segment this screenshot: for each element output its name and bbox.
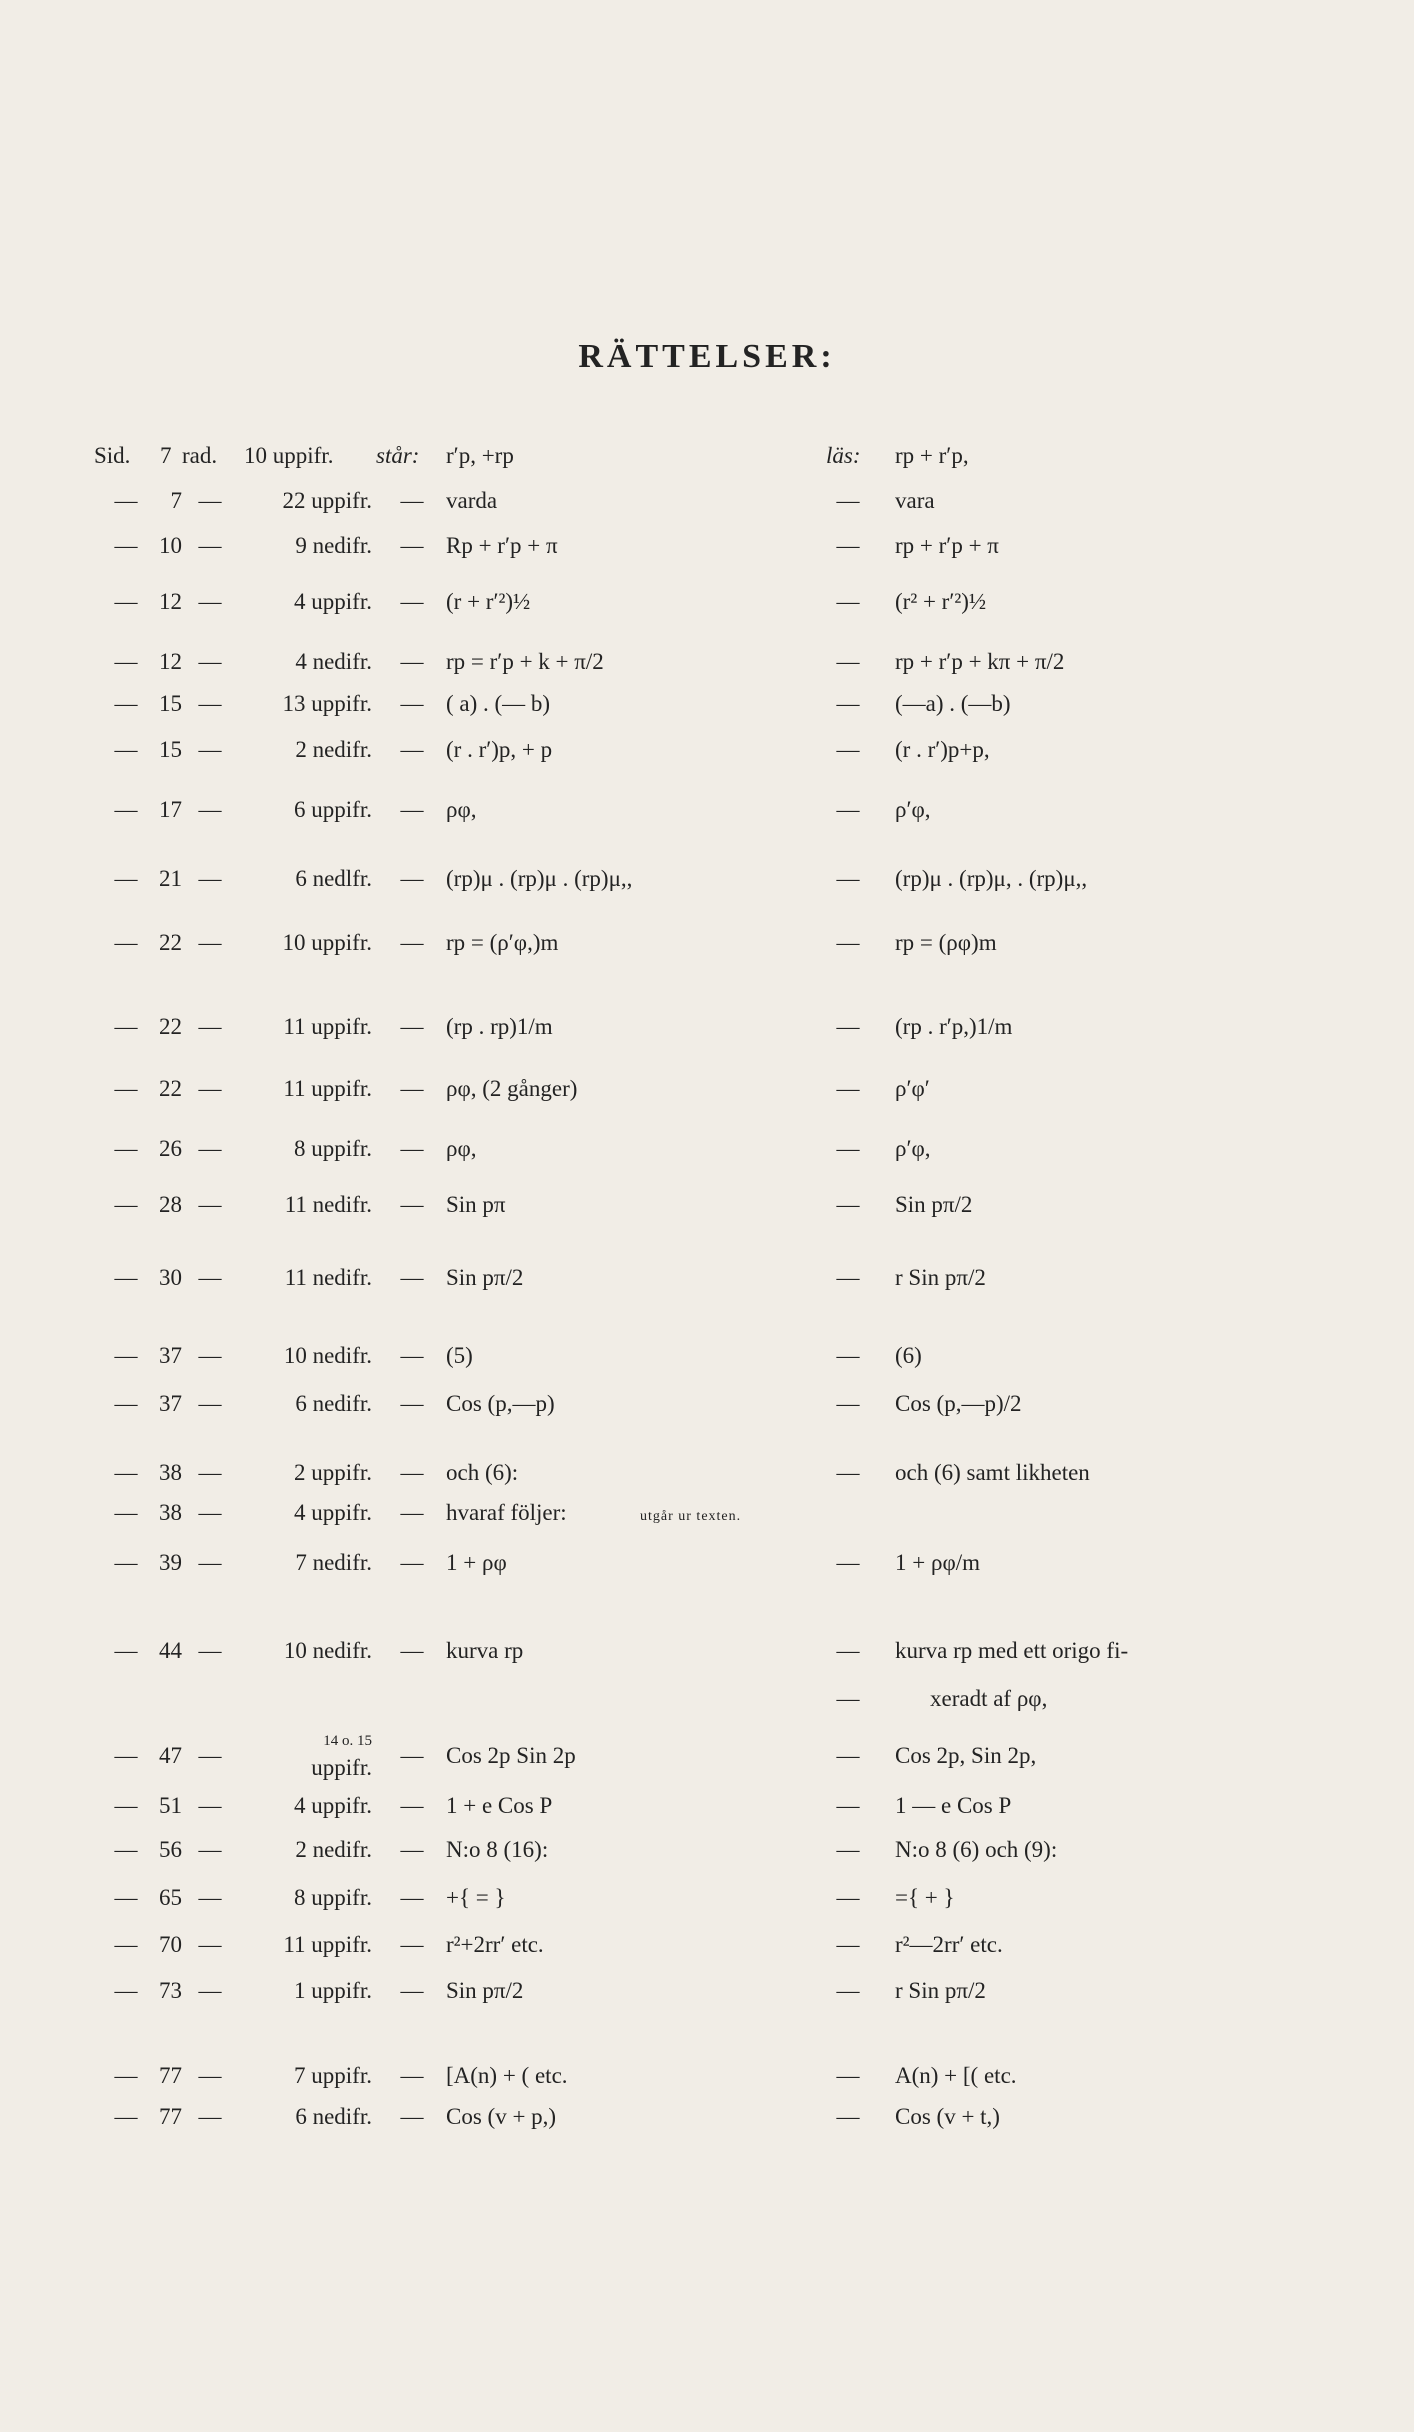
page-number: 12 — [159, 649, 182, 674]
dash: — — [114, 930, 138, 955]
dash: — — [114, 589, 138, 614]
dash: — — [400, 1136, 424, 1161]
dash: — — [198, 737, 222, 762]
wrong-text: ( a) . (— b) — [446, 691, 551, 716]
correction-row — [0, 1342, 1414, 1392]
dash: — — [198, 1500, 222, 1525]
line-location: 11 nedifr. — [284, 1192, 372, 1217]
dash: — — [836, 930, 860, 955]
dash: — — [400, 1638, 424, 1663]
right-text: A(n) + [( etc. — [895, 2063, 1017, 2088]
dash: — — [114, 737, 138, 762]
correction-row — [0, 532, 1414, 582]
line-location: 4 uppifr. — [294, 1500, 372, 1525]
dash: — — [114, 1837, 138, 1862]
right-text: N:o 8 (6) och (9): — [895, 1837, 1058, 1862]
dash: — — [198, 797, 222, 822]
page-number: 37 — [159, 1391, 182, 1416]
correction-row — [0, 1977, 1414, 2027]
right-text: (6) — [895, 1343, 922, 1368]
dash: — — [198, 930, 222, 955]
page-number: 22 — [159, 930, 182, 955]
wrong-text: och (6): — [446, 1460, 519, 1485]
dash: — — [114, 649, 138, 674]
dash: — — [198, 1265, 222, 1290]
wrong-text: ρφ, (2 gånger) — [446, 1076, 578, 1101]
dash: — — [198, 1391, 222, 1416]
wrong-text: r′p, +rp — [446, 443, 514, 468]
dash: — — [114, 1014, 138, 1039]
dash: — — [400, 2104, 424, 2129]
dash: — — [114, 1793, 138, 1818]
line-location: 14 o. 15 — [323, 1733, 372, 1749]
dash: — — [836, 488, 860, 513]
page-number: 10 — [159, 533, 182, 558]
wrong-text: Cos 2p Sin 2p — [446, 1743, 576, 1768]
page-number: 12 — [159, 589, 182, 614]
dash: — — [836, 691, 860, 716]
right-text: (—a) . (—b) — [895, 691, 1011, 716]
correction-row — [0, 929, 1414, 979]
wrong-text: (rp . rp)1/m — [446, 1014, 553, 1039]
dash: — — [198, 1460, 222, 1485]
right-text: och (6) samt likheten — [895, 1460, 1090, 1485]
wrong-text: 1 + ρφ — [446, 1550, 507, 1575]
dash: — — [836, 1391, 860, 1416]
dash: — — [198, 1136, 222, 1161]
dash: — — [400, 737, 424, 762]
line-location: 6 uppifr. — [294, 797, 372, 822]
line-location: 10 nedifr. — [283, 1343, 372, 1368]
page-number: 38 — [159, 1500, 182, 1525]
correction-row — [0, 1733, 1414, 1792]
correction-row — [0, 1836, 1414, 1886]
page-number: 56 — [159, 1837, 182, 1862]
correction-row — [0, 736, 1414, 786]
dash: — — [114, 1192, 138, 1217]
dash: — — [198, 1885, 222, 1910]
dash: — — [198, 2104, 222, 2129]
dash: — — [114, 866, 138, 891]
dash: — — [198, 1837, 222, 1862]
dash: — — [198, 1343, 222, 1368]
wrong-text: hvaraf följer: — [446, 1500, 567, 1525]
right-text: kurva rp med ett origo fi- — [895, 1638, 1129, 1663]
dash: — — [400, 1837, 424, 1862]
dash: — — [836, 797, 860, 822]
dash: — — [114, 1076, 138, 1101]
wrong-text: ρφ, — [446, 1136, 477, 1161]
dash: — — [400, 1460, 424, 1485]
dash: — — [400, 2063, 424, 2088]
right-text: ρ′φ, — [895, 1136, 931, 1161]
wrong-text: Cos (v + p,) — [446, 2104, 557, 2129]
line-location: 9 nedifr. — [295, 533, 372, 558]
wrong-text: N:o 8 (16): — [446, 1837, 549, 1862]
wrong-text: kurva rp — [446, 1638, 524, 1663]
correction-row — [0, 1549, 1414, 1599]
wrong-text: rp = r′p + k + π/2 — [446, 649, 604, 674]
wrong-text: Sin pπ — [446, 1192, 506, 1217]
page-number: 30 — [159, 1265, 182, 1290]
dash: — — [836, 1837, 860, 1862]
dash: — — [198, 533, 222, 558]
dash: — — [836, 1686, 860, 1711]
dash: — — [114, 1932, 138, 1957]
dash: — — [836, 1885, 860, 1910]
dash: — — [198, 589, 222, 614]
right-text: (r . r′)p+p, — [895, 737, 990, 762]
line-location: 7 uppifr. — [294, 2063, 372, 2088]
line-location: 6 nedifr. — [295, 1391, 372, 1416]
correction-header-row — [0, 442, 1414, 492]
right-text: ={ + } — [895, 1885, 955, 1910]
correction-row — [0, 1637, 1414, 1711]
correction-row — [0, 1264, 1414, 1314]
dash: — — [114, 1343, 138, 1368]
dash: — — [836, 1460, 860, 1485]
line-location: 10 uppifr. — [244, 443, 334, 468]
line-location: 11 uppifr. — [283, 1076, 372, 1101]
dash: — — [114, 2063, 138, 2088]
dash: — — [400, 589, 424, 614]
dash: — — [836, 1638, 860, 1663]
sid-label: Sid. — [94, 443, 131, 468]
wrong-text: r²+2rr′ etc. — [446, 1932, 544, 1957]
right-text: (rp)μ . (rp)μ, . (rp)μ,, — [895, 866, 1088, 891]
dash: — — [198, 1932, 222, 1957]
dash: — — [198, 1638, 222, 1663]
dash: — — [836, 589, 860, 614]
correction-row — [0, 2103, 1414, 2153]
dash: — — [198, 1978, 222, 2003]
dash: — — [836, 1743, 860, 1768]
page-number: 21 — [159, 866, 182, 891]
line-location: uppifr. — [311, 1755, 372, 1780]
wrong-text: Sin pπ/2 — [446, 1265, 524, 1290]
dash: — — [836, 1136, 860, 1161]
line-location: 11 uppifr. — [283, 1014, 372, 1039]
page-number: 47 — [159, 1743, 182, 1768]
line-location: 13 uppifr. — [282, 691, 372, 716]
dash: — — [836, 533, 860, 558]
dash: — — [198, 488, 222, 513]
line-location: 6 nedlfr. — [295, 866, 372, 891]
page-number: 15 — [159, 691, 182, 716]
dash: — — [198, 2063, 222, 2088]
wrong-text: 1 + e Cos P — [446, 1793, 553, 1818]
dash: — — [836, 1265, 860, 1290]
right-text: Cos (p,—p)/2 — [895, 1391, 1022, 1416]
right-text: rp = (ρφ)m — [895, 930, 997, 955]
line-location: 7 nedifr. — [295, 1550, 372, 1575]
dash: — — [836, 1014, 860, 1039]
correction-row — [0, 1191, 1414, 1241]
dash: — — [198, 691, 222, 716]
dash: — — [114, 1743, 138, 1768]
dash: — — [400, 1743, 424, 1768]
dash: — — [114, 2104, 138, 2129]
dash: — — [400, 488, 424, 513]
dash: — — [114, 1265, 138, 1290]
dash: — — [400, 797, 424, 822]
dash: — — [114, 691, 138, 716]
line-location: 10 nedifr. — [283, 1638, 372, 1663]
dash: — — [400, 1500, 424, 1525]
dash: — — [198, 1076, 222, 1101]
page-number: 7 — [160, 443, 172, 468]
dash: — — [836, 2104, 860, 2129]
right-text: Sin pπ/2 — [895, 1192, 973, 1217]
wrong-text: Cos (p,—p) — [446, 1391, 555, 1416]
page-number: 7 — [170, 488, 182, 513]
page-number: 26 — [159, 1136, 182, 1161]
line-location: 11 nedifr. — [284, 1265, 372, 1290]
correction-row — [0, 1390, 1414, 1440]
dash: — — [400, 1391, 424, 1416]
right-text: xeradt af ρφ, — [930, 1686, 1048, 1711]
right-text: Cos 2p, Sin 2p, — [895, 1743, 1037, 1768]
page-number: 22 — [159, 1014, 182, 1039]
note-text: utgår ur texten. — [640, 1509, 742, 1524]
right-text: vara — [895, 488, 935, 513]
dash: — — [198, 649, 222, 674]
dash: — — [836, 1550, 860, 1575]
dash: — — [400, 1192, 424, 1217]
dash: — — [114, 1391, 138, 1416]
dash: — — [114, 1500, 138, 1525]
dash: — — [836, 1076, 860, 1101]
wrong-text: rp = (ρ′φ,)m — [446, 930, 559, 955]
page-number: 37 — [159, 1343, 182, 1368]
dash: — — [198, 1014, 222, 1039]
page-number: 39 — [159, 1550, 182, 1575]
wrong-text: (r + r′²)½ — [446, 589, 531, 614]
dash: — — [836, 2063, 860, 2088]
dash: — — [114, 1460, 138, 1485]
correction-row — [0, 1931, 1414, 1981]
right-text: 1 — e Cos P — [895, 1793, 1012, 1818]
dash: — — [400, 691, 424, 716]
dash: — — [198, 1793, 222, 1818]
wrong-text: Rp + r′p + π — [446, 533, 558, 558]
wrong-text: [A(n) + ( etc. — [446, 2063, 568, 2088]
page-number: 44 — [159, 1638, 182, 1663]
dash: — — [198, 866, 222, 891]
dash: — — [400, 1793, 424, 1818]
dash: — — [114, 1550, 138, 1575]
dash: — — [836, 1343, 860, 1368]
dash: — — [400, 1978, 424, 2003]
right-text: rp + r′p + π — [895, 533, 999, 558]
wrong-text: (rp)μ . (rp)μ . (rp)μ,, — [446, 866, 633, 891]
correction-row — [0, 588, 1414, 638]
dash: — — [400, 1014, 424, 1039]
line-location: 6 nedifr. — [295, 2104, 372, 2129]
wrong-text: (5) — [446, 1343, 473, 1368]
dash: — — [400, 866, 424, 891]
page-number: 22 — [159, 1076, 182, 1101]
rad-label: rad. — [182, 443, 218, 468]
line-location: 8 uppifr. — [294, 1885, 372, 1910]
dash: — — [836, 649, 860, 674]
dash: — — [400, 533, 424, 558]
dash: — — [836, 737, 860, 762]
correction-row — [0, 1499, 1414, 1549]
correction-row — [0, 1013, 1414, 1063]
wrong-text: ρφ, — [446, 797, 477, 822]
page-number: 77 — [159, 2104, 182, 2129]
line-location: 10 uppifr. — [282, 930, 372, 955]
dash: — — [836, 866, 860, 891]
dash: — — [836, 1978, 860, 2003]
right-text: r Sin pπ/2 — [895, 1265, 986, 1290]
dash: — — [114, 1136, 138, 1161]
dash: — — [400, 1932, 424, 1957]
star-label: står: — [376, 443, 420, 468]
line-location: 8 uppifr. — [294, 1136, 372, 1161]
page-number: 77 — [159, 2063, 182, 2088]
page-number: 65 — [159, 1885, 182, 1910]
line-location: 1 uppifr. — [294, 1978, 372, 2003]
page-number: 51 — [159, 1793, 182, 1818]
right-text: r Sin pπ/2 — [895, 1978, 986, 2003]
page-number: 38 — [159, 1460, 182, 1485]
correction-row — [0, 1792, 1414, 1842]
right-text: r²—2rr′ etc. — [895, 1932, 1003, 1957]
dash: — — [114, 1885, 138, 1910]
correction-row — [0, 1884, 1414, 1934]
dash: — — [836, 1192, 860, 1217]
correction-row — [0, 796, 1414, 846]
line-location: 2 uppifr. — [294, 1460, 372, 1485]
wrong-text: Sin pπ/2 — [446, 1978, 524, 2003]
line-location: 4 uppifr. — [294, 1793, 372, 1818]
wrong-text: +{ = } — [446, 1885, 506, 1910]
dash: — — [836, 1932, 860, 1957]
dash: — — [400, 930, 424, 955]
dash: — — [114, 1978, 138, 2003]
right-text: Cos (v + t,) — [895, 2104, 1000, 2129]
line-location: 2 nedifr. — [295, 737, 372, 762]
right-text: ρ′φ, — [895, 797, 931, 822]
correction-row — [0, 487, 1414, 537]
correction-row — [0, 1135, 1414, 1185]
right-text: ρ′φ′ — [895, 1076, 930, 1101]
dash: — — [114, 488, 138, 513]
page-number: 17 — [159, 797, 182, 822]
correction-row — [0, 690, 1414, 740]
right-text: 1 + ρφ/m — [895, 1550, 981, 1575]
right-text: (rp . r′p,)1/m — [895, 1014, 1013, 1039]
page-number: 15 — [159, 737, 182, 762]
dash: — — [198, 1192, 222, 1217]
dash: — — [400, 1885, 424, 1910]
right-text: (r² + r′²)½ — [895, 589, 987, 614]
wrong-text: (r . r′)p, + p — [446, 737, 553, 762]
dash: — — [114, 797, 138, 822]
page-title: RÄTTELSER: — [578, 338, 836, 375]
page-number: 70 — [159, 1932, 182, 1957]
line-location: 4 uppifr. — [294, 589, 372, 614]
line-location: 11 uppifr. — [283, 1932, 372, 1957]
dash: — — [400, 1265, 424, 1290]
page-number: 73 — [159, 1978, 182, 2003]
correction-row — [0, 865, 1414, 915]
dash: — — [400, 1343, 424, 1368]
line-location: 22 uppifr. — [282, 488, 372, 513]
page-number: 28 — [159, 1192, 182, 1217]
dash: — — [198, 1550, 222, 1575]
line-location: 2 nedifr. — [295, 1837, 372, 1862]
dash: — — [400, 1550, 424, 1575]
correction-row — [0, 1075, 1414, 1125]
right-text: rp + r′p + kπ + π/2 — [895, 649, 1065, 674]
dash: — — [114, 1638, 138, 1663]
dash: — — [114, 533, 138, 558]
line-location: 4 nedifr. — [295, 649, 372, 674]
dash: — — [836, 1793, 860, 1818]
wrong-text: varda — [446, 488, 498, 513]
right-text: rp + r′p, — [895, 443, 969, 468]
dash: — — [400, 649, 424, 674]
dash: — — [198, 1743, 222, 1768]
las-label: läs: — [826, 443, 861, 468]
dash: — — [400, 1076, 424, 1101]
